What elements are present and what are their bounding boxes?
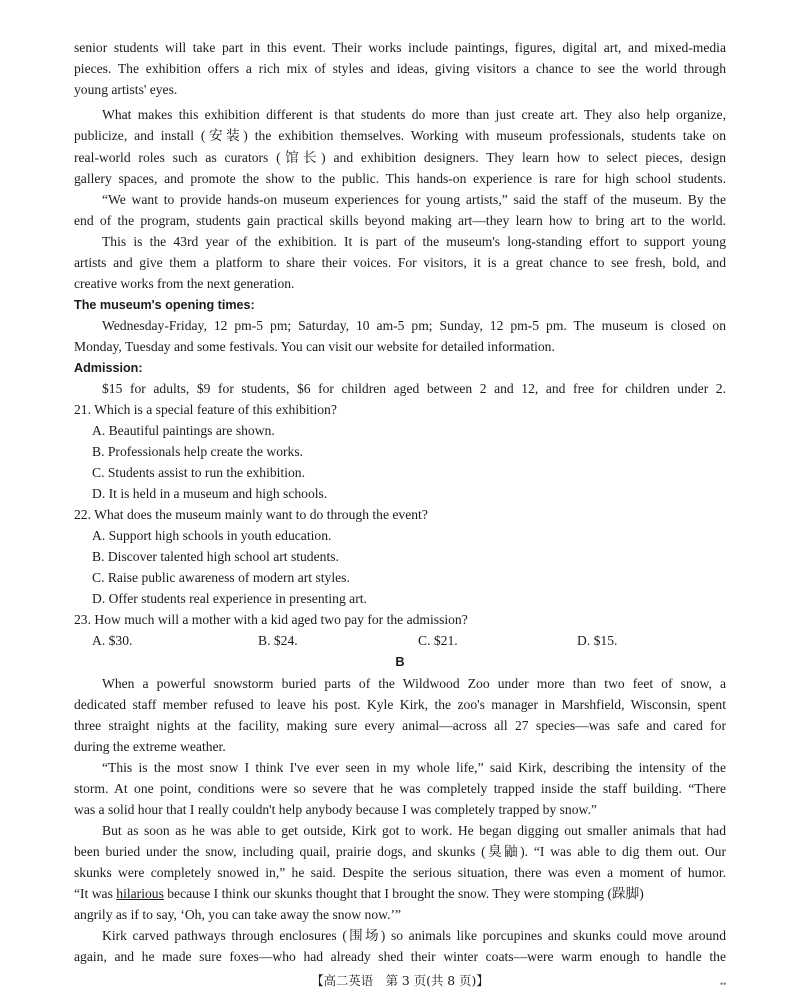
passage-b-line: “This is the most snow I think I've ever seen in my whole life,” said Kirk, describing the intensity of the: [102, 760, 726, 775]
passage-a-line: gallery spaces, and promote the show to the public. This hands-on experience is rare for high school students.: [74, 171, 726, 186]
passage-a-line: senior students will take part in this event. Their works include paintings, figures, digital art, and mixed-media: [74, 40, 726, 55]
answer-options-row: [92, 631, 652, 651]
text-run: because I think our skunks thought that I brought the snow. They were stomping (跺脚): [163, 886, 644, 901]
text-run: “It was: [74, 886, 117, 901]
opening-times-heading: The museum's opening times:: [74, 298, 255, 312]
answer-option[interactable]: B. Professionals help create the works.: [92, 444, 304, 459]
passage-b-line: three straight nights at the facility, making sure every animal—across all 27 species—was safe and cared for: [74, 718, 726, 733]
answer-option[interactable]: B. Discover talented high school art students.: [92, 549, 339, 564]
underlined-word: hilarious: [116, 886, 164, 901]
passage-b-line: again, and he made sure foxes—who had already shed their winter coats—were warm enough to handle the: [74, 949, 726, 964]
passage-b-line: storm. At one point, conditions were so severe that he was completely trapped inside the staff building. “There: [74, 781, 726, 796]
admission-line: $15 for adults, $9 for students, $6 for children aged between 2 and 12, and free for children under 2.: [102, 381, 726, 396]
passage-a-line: “We want to provide hands-on museum experiences for young artists,” said the staff of the museum. By the: [102, 192, 726, 207]
passage-b-line: dedicated staff member refused to leave his post. Kyle Kirk, the zoo's manager in Marshfield, Wisconsin, spent: [74, 697, 726, 712]
answer-option[interactable]: A. Beautiful paintings are shown.: [92, 423, 275, 438]
passage-a-line: end of the program, students gain practical skills beyond making art—they learn how to bring art to the world.: [74, 213, 726, 228]
answer-option[interactable]: D. $15.: [577, 633, 618, 648]
passage-a-line: creative works from the next generation.: [74, 276, 295, 291]
answer-option[interactable]: A. Support high schools in youth education.: [92, 528, 332, 543]
opening-times-line: Monday, Tuesday and some festivals. You can visit our website for detailed information.: [74, 339, 555, 354]
passage-a-line: This is the 43rd year of the exhibition. It is part of the museum's long-standing effort to support young: [102, 234, 726, 249]
passage-b-line: When a powerful snowstorm buried parts of the Wildwood Zoo under more than two feet of snow, a: [102, 676, 726, 691]
answer-option[interactable]: C. Students assist to run the exhibition.: [92, 465, 305, 480]
passage-a-line: real-world roles such as curators (馆长) and exhibition designers. They learn how to select pieces, design: [74, 150, 726, 165]
passage-b-line: during the extreme weather.: [74, 739, 226, 754]
passage-a-line: pieces. The exhibition offers a rich mix of styles and ideas, giving visitors a chance to see the world through: [74, 61, 726, 76]
passage-b-line: been buried under the snow, including quail, prairie dogs, and skunks (臭鼬). “I was able to dig them out. Our: [74, 844, 726, 859]
passage-b-line: skunks were completely snowed in,” he said. Despite the serious situation, there was even a moment of humor.: [74, 865, 726, 880]
admission-heading: Admission:: [74, 361, 143, 375]
corner-mark: ••: [720, 979, 727, 989]
answer-option[interactable]: D. Offer students real experience in presenting art.: [92, 591, 367, 606]
answer-option[interactable]: C. Raise public awareness of modern art styles.: [92, 570, 350, 585]
passage-b-line: angrily as if to say, ‘Oh, you can take away the snow now.’”: [74, 907, 402, 922]
passage-b-line: But as soon as he was able to get outside, Kirk got to work. He began digging out smaller animals that had: [102, 823, 726, 838]
answer-option[interactable]: B. $24.: [258, 633, 298, 648]
passage-a-line: publicize, and install (安装) the exhibition themselves. Working with museum professionals, students take on: [74, 128, 726, 143]
answer-option[interactable]: C. $21.: [418, 633, 458, 648]
question-stem: 23. How much will a mother with a kid aged two pay for the admission?: [74, 612, 468, 627]
passage-b-line: [74, 884, 644, 904]
question-stem: 21. Which is a special feature of this exhibition?: [74, 402, 337, 417]
opening-times-line: Wednesday-Friday, 12 pm-5 pm; Saturday, 10 am-5 pm; Sunday, 12 pm-5 pm. The museum is closed on: [102, 318, 726, 333]
page-footer: 【高二英语 第 3 页(共 8 页)】: [311, 973, 489, 988]
question-stem: 22. What does the museum mainly want to do through the event?: [74, 507, 428, 522]
passage-b-line: was a solid hour that I really couldn't help anybody because I was completely trapped by snow.”: [74, 802, 597, 817]
passage-a-line: young artists' eyes.: [74, 82, 178, 97]
passage-b-line: Kirk carved pathways through enclosures (围场) so animals like porcupines and skunks could move around: [102, 928, 726, 943]
passage-a-line: artists and give them a platform to share their voices. For visitors, it is a great chance to see fresh, bold, and: [74, 255, 726, 270]
answer-option[interactable]: A. $30.: [92, 633, 133, 648]
passage-a-line: What makes this exhibition different is that students do more than just create art. They also help organize,: [102, 107, 726, 122]
answer-option[interactable]: D. It is held in a museum and high schools.: [92, 486, 328, 501]
section-label-b: B: [395, 654, 405, 669]
